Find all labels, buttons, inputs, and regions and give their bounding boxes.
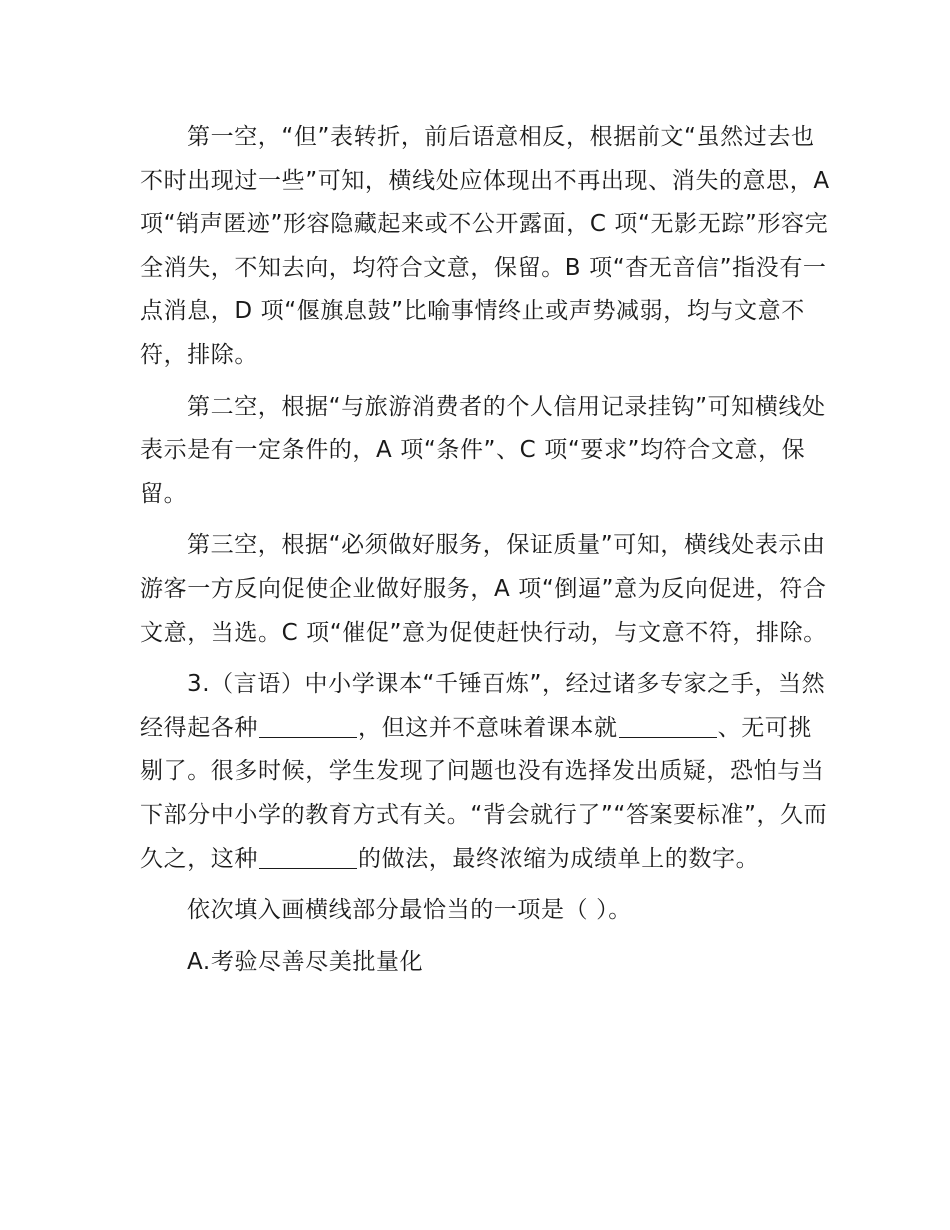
document-body xyxy=(140,116,838,984)
analysis-paragraph-third-blank: 第三空，根据“必须做好服务，保证质量”可知，横线处表示由游客一方反向促使企业做好服务，A 项“倒逼”意为反向促进，符合文意，当选。C 项“催促”意为促使赶快行动，与文意不符，排除。 xyxy=(140,532,827,646)
question-text-part-2: ，但这并不意味着课本就 xyxy=(358,714,618,741)
analysis-paragraph-first-blank: 第一空，“但”表转折，前后语意相反，根据前文“虽然过去也不时出现过一些”可知，横线处应体现出不再出现、消失的意思，A 项“销声匿迹”形容隐藏起来或不公开露面，C 项“无影无踪”形容完全消失，不知去向，均符合文意，保留。B 项“杳无音信”指没有一点消息，D 项“偃旗息鼓”比喻事情终止或声势减弱，均与文意不符，排除。 xyxy=(140,124,838,368)
fill-blank-2 xyxy=(619,715,717,738)
question-instruction: 依次填入画横线部分最恰当的一项是（ ）。 xyxy=(187,897,632,924)
fill-blank-1 xyxy=(259,715,357,738)
fill-blank-3 xyxy=(259,846,357,869)
question-text-part-3: 、无可挑剔了。很多时候，学生发现了问题也没有选择发出质疑，恐怕与当下部分中小学的教育方式有关。“背会就行了”“答案要标准”，久而久之，这种 xyxy=(140,714,828,872)
analysis-paragraph-second-blank: 第二空，根据“与旅游消费者的个人信用记录挂钩”可知横线处表示是有一定条件的，A 项“条件”、C 项“要求”均符合文意，保留。 xyxy=(140,393,826,507)
question-text-part-4: 的做法，最终浓缩为成绩单上的数字。 xyxy=(358,845,760,872)
answer-option-a: A.考验尽善尽美批量化 xyxy=(187,948,424,975)
question-text-part-1: 3.（言语）中小学课本“千锤百炼”，经过诸多专家之手，当然经得起各种 xyxy=(140,671,826,741)
question-paragraph xyxy=(140,663,830,881)
